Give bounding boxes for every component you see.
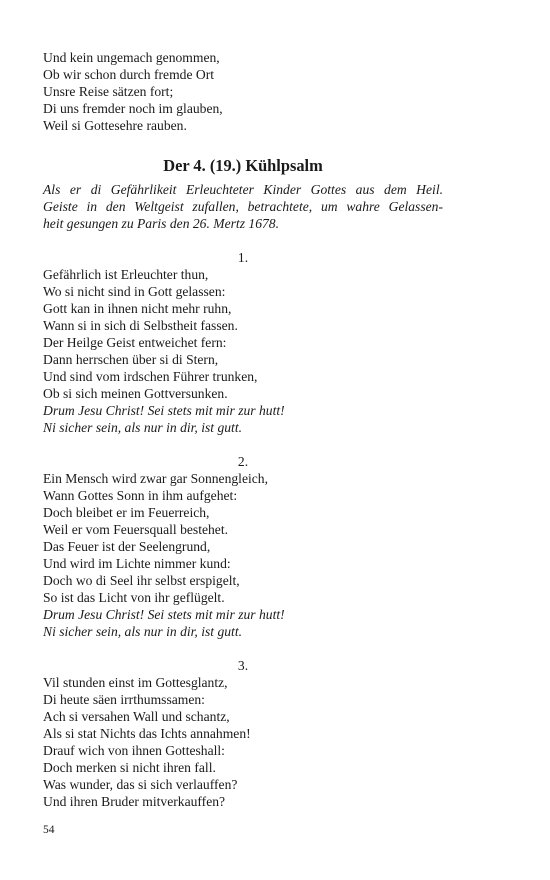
stanza-2 bbox=[43, 453, 443, 640]
verse-line: Und kein ungemach genommen, bbox=[43, 50, 220, 65]
verse-line: Was wunder, das si sich verlauffen? bbox=[43, 777, 238, 792]
verse-line: Ein Mensch wird zwar gar Sonnengleich, bbox=[43, 471, 268, 486]
verse-line: Als si stat Nichts das Ichts annahmen! bbox=[43, 726, 251, 741]
intro-line: heit gesungen zu Paris den 26. Mertz 1678. bbox=[43, 216, 279, 231]
verse-line: Und sind vom irdschen Führer trunken, bbox=[43, 369, 258, 384]
verse-line: Und ihren Bruder mitverkauffen? bbox=[43, 794, 226, 809]
verse-line: So ist das Licht von ihr geflügelt. bbox=[43, 590, 225, 605]
verse-line: Ob si sich meinen Gottversunken. bbox=[43, 386, 228, 401]
verse-line: Ach si versahen Wall und schantz, bbox=[43, 709, 230, 724]
verse-line: Doch bleibet er im Feuerreich, bbox=[43, 505, 210, 520]
verse-line: Di heute säen irrthumssamen: bbox=[43, 692, 205, 707]
stanza-3 bbox=[43, 657, 443, 810]
verse-line: Gefährlich ist Erleuchter thun, bbox=[43, 267, 209, 282]
refrain-line: Drum Jesu Christ! Sei stets mit mir zur hutt! bbox=[43, 403, 285, 418]
verse-line: Vil stunden einst im Gottesglantz, bbox=[43, 675, 228, 690]
verse-line: Di uns fremder noch im glauben, bbox=[43, 101, 223, 116]
stanza-number: 1. bbox=[237, 250, 249, 265]
verse-line: Wo si nicht sind in Gott gelassen: bbox=[43, 284, 226, 299]
refrain-line: Ni sicher sein, als nur in dir, ist gutt. bbox=[43, 624, 243, 639]
verse-line: Der Heilge Geist entweichet fern: bbox=[43, 335, 227, 350]
intro-line: Geiste in den Weltgeist zufallen, betrachtete, um wahre Gelassen- bbox=[43, 199, 443, 214]
verse-line: Weil er vom Feuersquall bestehet. bbox=[43, 522, 229, 537]
opening-lines bbox=[43, 49, 443, 134]
psalm-introduction bbox=[43, 181, 443, 232]
verse-line: Ob wir schon durch fremde Ort bbox=[43, 67, 215, 82]
stanza-number: 2. bbox=[237, 454, 249, 469]
refrain-line: Drum Jesu Christ! Sei stets mit mir zur hutt! bbox=[43, 607, 285, 622]
verse-line: Und wird im Lichte nimmer kund: bbox=[43, 556, 231, 571]
verse-line: Wann si in sich di Selbstheit fassen. bbox=[43, 318, 238, 333]
verse-line: Das Feuer ist der Seelengrund, bbox=[43, 539, 211, 554]
page-number: 54 bbox=[43, 824, 55, 836]
psalm-heading: Der 4. (19.) Kühlpsalm bbox=[163, 156, 323, 175]
verse-line: Doch merken si nicht ihren fall. bbox=[43, 760, 216, 775]
refrain-line: Ni sicher sein, als nur in dir, ist gutt. bbox=[43, 420, 243, 435]
verse-line: Weil si Gottesehre rauben. bbox=[43, 118, 187, 133]
verse-line: Doch wo di Seel ihr selbst erspigelt, bbox=[43, 573, 240, 588]
verse-line: Unsre Reise sätzen fort; bbox=[43, 84, 174, 99]
stanza-number: 3. bbox=[237, 658, 249, 673]
verse-line: Gott kan in ihnen nicht mehr ruhn, bbox=[43, 301, 232, 316]
verse-line: Dann herrschen über si di Stern, bbox=[43, 352, 219, 367]
verse-line: Wann Gottes Sonn in ihm aufgehet: bbox=[43, 488, 238, 503]
stanza-1 bbox=[43, 249, 443, 436]
intro-line: Als er di Gefährlikeit Erleuchteter Kinder Gottes aus dem Heil. bbox=[43, 182, 443, 197]
verse-line: Drauf wich von ihnen Gotteshall: bbox=[43, 743, 225, 758]
page-content bbox=[43, 49, 443, 810]
